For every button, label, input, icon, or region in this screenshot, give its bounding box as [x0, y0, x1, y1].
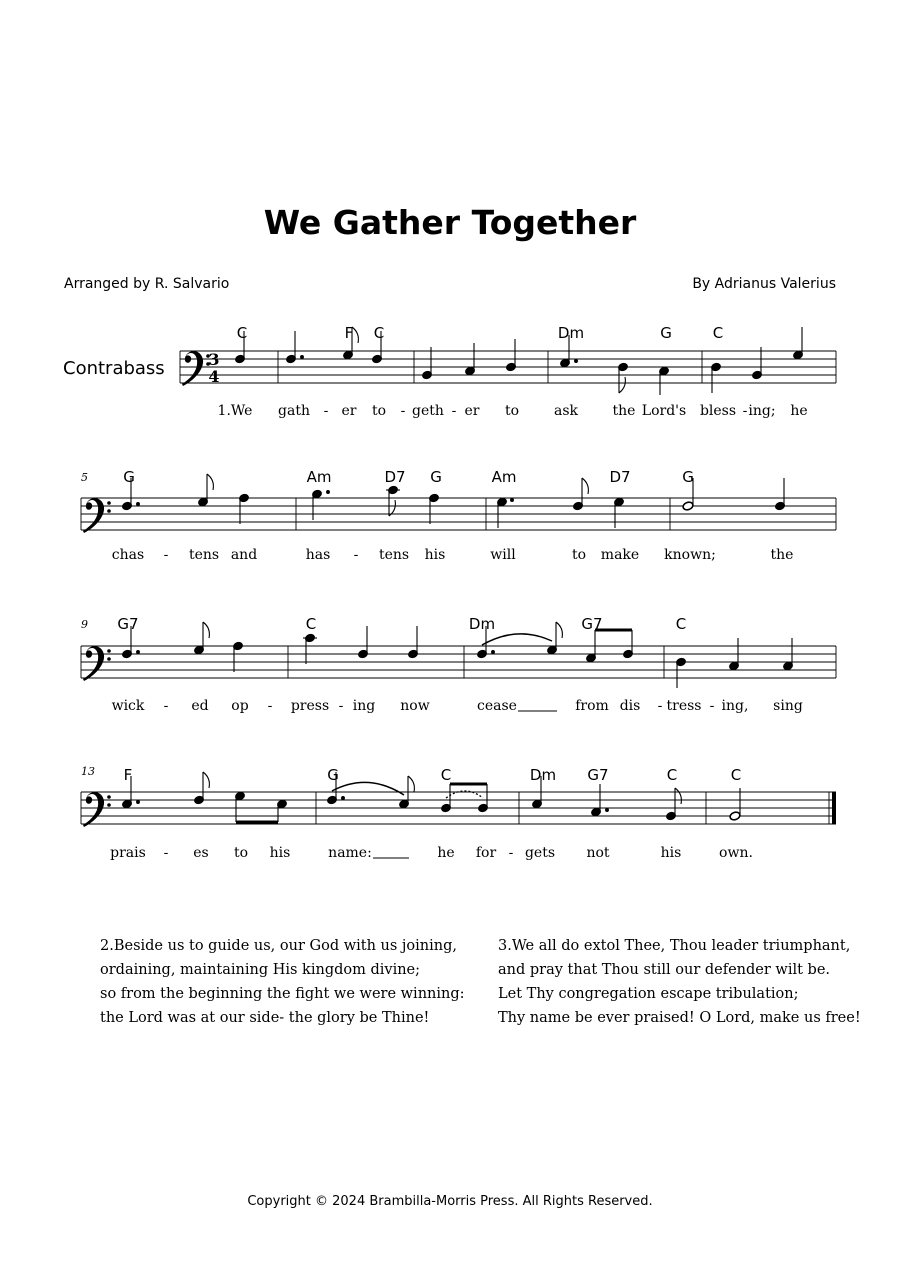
- lyric-syllable: known;: [664, 547, 716, 563]
- lyric-syllable: prais: [110, 845, 146, 861]
- lyric-hyphen: -: [163, 547, 169, 563]
- lyric-syllable: his: [424, 547, 446, 563]
- chord-symbol: Dm: [529, 766, 557, 784]
- lyric-syllable: ing: [352, 698, 376, 714]
- chord-symbol: D7: [384, 468, 406, 486]
- chord-symbol: G: [682, 468, 694, 486]
- lyric-syllable: sing: [773, 698, 803, 714]
- lyric-syllable: press: [290, 698, 330, 714]
- chord-symbol: G7: [117, 615, 139, 633]
- verse-line: Let Thy congregation escape tribulation;: [498, 986, 799, 1002]
- lyric-syllable: ing,: [721, 698, 749, 714]
- time-signature-bottom: 4: [208, 367, 220, 386]
- bass-clef-icon: [83, 646, 111, 681]
- chord-symbol: C: [666, 766, 678, 784]
- lyric-syllable: has: [305, 547, 331, 563]
- lyric-syllable: for: [475, 845, 497, 861]
- measure-number: 13: [81, 765, 95, 778]
- lyric-hyphen: -: [508, 845, 514, 861]
- lyric-syllable: er: [341, 403, 357, 419]
- chord-symbol: F: [344, 324, 354, 342]
- lyric-hyphen: -: [163, 698, 169, 714]
- lyric-syllable: the: [770, 547, 794, 563]
- lyric-hyphen: -: [451, 403, 457, 419]
- lyric-hyphen: -: [163, 845, 169, 861]
- chord-symbol: Dm: [468, 615, 496, 633]
- chord-symbol: C: [675, 615, 687, 633]
- chord-symbol: G: [660, 324, 672, 342]
- copyright-notice: Copyright © 2024 Brambilla-Morris Press. All Rights Reserved.: [247, 1194, 653, 1209]
- staff-system-4: [81, 792, 836, 824]
- verse-line: Thy name be ever praised! O Lord, make us free!: [498, 1010, 861, 1026]
- lyric-syllable: the: [612, 403, 636, 419]
- chord-symbol: Dm: [557, 324, 585, 342]
- page-title: We Gather Together: [263, 203, 637, 242]
- chord-symbols-system-4: [124, 766, 742, 784]
- chord-symbol: D7: [609, 468, 631, 486]
- chord-symbol: C: [305, 615, 317, 633]
- lyric-syllable: wick: [111, 698, 145, 714]
- lyric-syllable: he: [437, 845, 455, 861]
- lyric-syllable: to: [233, 845, 249, 861]
- lyric-syllable: er: [464, 403, 480, 419]
- bass-clef-icon: [83, 792, 111, 827]
- lyrics-system-2: [112, 547, 794, 563]
- time-signature-top: 3: [208, 350, 220, 369]
- chord-symbol: G7: [581, 615, 603, 633]
- chord-symbol: G7: [587, 766, 609, 784]
- lyric-hyphen: -: [267, 698, 273, 714]
- lyric-syllable: op: [231, 698, 249, 714]
- lyric-syllable: ed: [191, 698, 209, 714]
- chord-symbol: C: [236, 324, 248, 342]
- lyric-syllable: ing;: [748, 403, 776, 419]
- measure-number: 9: [81, 618, 88, 631]
- lyric-hyphen: -: [742, 403, 748, 419]
- chord-symbol: C: [712, 324, 724, 342]
- lyric-syllable: chas: [111, 547, 145, 563]
- chord-symbol: C: [730, 766, 742, 784]
- verse-line: ordaining, maintaining His kingdom divine;: [100, 962, 421, 978]
- lyric-syllable: not: [586, 845, 610, 861]
- chord-symbol: C: [440, 766, 452, 784]
- chord-symbol: G: [327, 766, 339, 784]
- verse-line: 3.We all do extol Thee, Thou leader triumphant,: [498, 938, 851, 954]
- notes-system-4: [122, 772, 741, 822]
- lyric-syllable: his: [269, 845, 291, 861]
- verse-line: and pray that Thou still our defender wilt be.: [498, 962, 831, 978]
- lyric-syllable: tens: [378, 547, 410, 563]
- chord-symbols-system-1: [237, 324, 723, 342]
- lyric-syllable: name:: [328, 845, 372, 861]
- lyric-syllable: es: [193, 845, 209, 861]
- lyric-syllable: now: [400, 698, 430, 714]
- lyric-syllable: bless: [699, 403, 737, 419]
- lyric-syllable: make: [600, 547, 640, 563]
- lyric-syllable: to: [571, 547, 587, 563]
- chord-symbol: Am: [306, 468, 332, 486]
- instrument-label: Contrabass: [63, 358, 165, 379]
- lyric-syllable: and: [230, 547, 258, 563]
- bass-clef-icon: [83, 498, 111, 533]
- lyric-syllable: gets: [524, 845, 556, 861]
- lyric-syllable: Lord's: [641, 403, 687, 419]
- composer-credit: By Adrianus Valerius: [692, 276, 836, 292]
- lyric-syllable: cease: [477, 698, 517, 714]
- lyrics-system-3: [112, 698, 803, 714]
- lyric-syllable: to: [371, 403, 387, 419]
- chord-symbol: Am: [491, 468, 517, 486]
- verse-2: [100, 934, 465, 1030]
- staff-system-2: [81, 498, 836, 530]
- lyric-syllable: 1.We: [217, 403, 253, 419]
- verse-line: 2.Beside us to guide us, our God with us joining,: [100, 938, 457, 954]
- lyric-hyphen: -: [353, 547, 359, 563]
- lyric-hyphen: -: [400, 403, 406, 419]
- lyric-syllable: from: [575, 698, 609, 714]
- measure-number: 5: [81, 471, 88, 484]
- chord-symbols-system-2: [123, 468, 694, 486]
- lyric-hyphen: -: [709, 698, 715, 714]
- lyric-syllable: his: [660, 845, 682, 861]
- lyric-hyphen: -: [323, 403, 329, 419]
- arranger-credit: Arranged by R. Salvario: [64, 276, 230, 292]
- verse-3: [498, 934, 861, 1030]
- lyric-hyphen: -: [338, 698, 344, 714]
- lyrics-system-1: [218, 403, 808, 419]
- chord-symbol: F: [123, 766, 133, 784]
- verse-line: so from the beginning the fight we were winning:: [100, 986, 465, 1002]
- lyric-syllable: tress: [666, 698, 702, 714]
- lyric-syllable: gath: [278, 403, 310, 419]
- lyric-syllable: dis: [619, 698, 641, 714]
- verse-line: the Lord was at our side- the glory be Thine!: [100, 1010, 430, 1026]
- chord-symbol: C: [373, 324, 385, 342]
- lyric-syllable: he: [790, 403, 808, 419]
- lyrics-system-4: [110, 845, 753, 861]
- lyric-syllable: will: [490, 547, 516, 563]
- lyric-syllable: ask: [553, 403, 579, 419]
- lyric-syllable: geth: [412, 403, 444, 419]
- lyric-syllable: to: [504, 403, 520, 419]
- lyric-syllable: tens: [188, 547, 220, 563]
- chord-symbol: G: [430, 468, 442, 486]
- chord-symbol: G: [123, 468, 135, 486]
- bass-clef-icon: [182, 351, 210, 386]
- lyric-syllable: own.: [719, 845, 753, 861]
- lyric-hyphen: -: [657, 698, 663, 714]
